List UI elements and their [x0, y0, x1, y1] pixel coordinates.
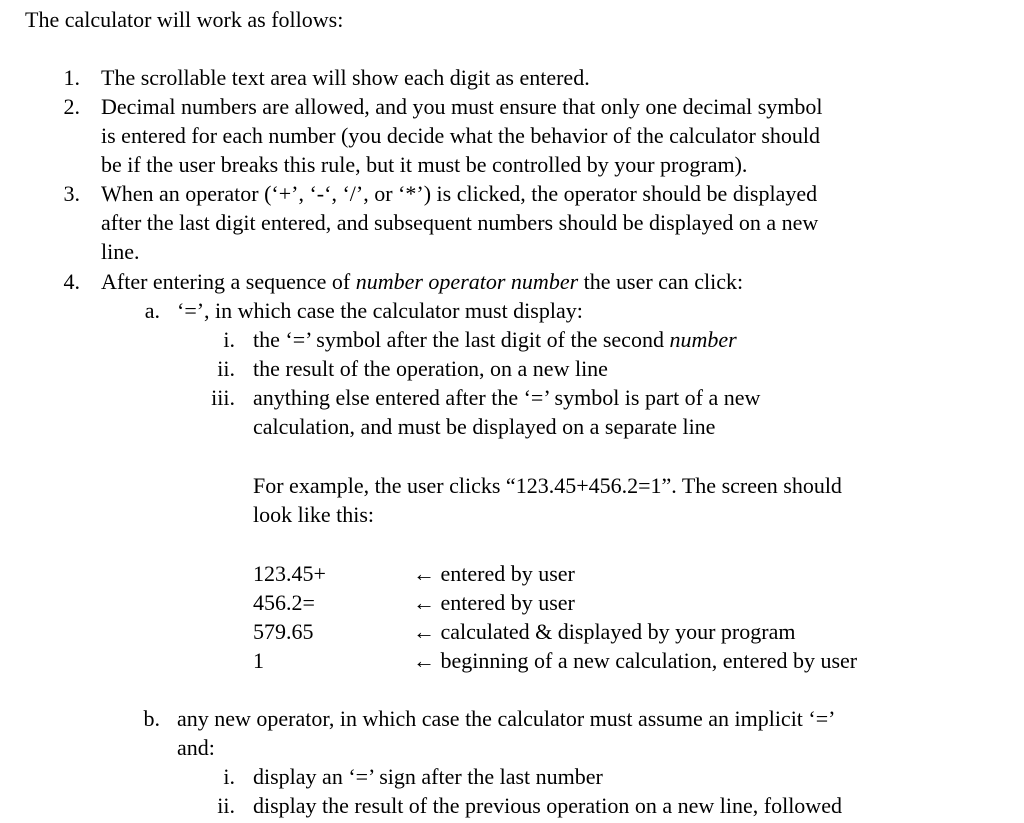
- example-value: 1: [253, 648, 264, 673]
- example-value: 123.45+: [253, 561, 326, 586]
- item-2-marker: 2.: [63, 94, 80, 119]
- item-4-line-1: [101, 269, 743, 295]
- example-note: [413, 648, 857, 674]
- item-4-text-post: the user can click:: [578, 269, 744, 294]
- sub-b-line-1: any new operator, in which case the calculator must assume an implicit ‘=’: [177, 706, 836, 731]
- sub-a-i-text: [253, 327, 737, 353]
- item-4-marker: 4.: [63, 269, 80, 294]
- example-note: [413, 561, 575, 587]
- sub-b-line-2: and:: [177, 735, 215, 760]
- item-3-line-2: after the last digit entered, and subsequent numbers should be displayed on a new: [101, 210, 819, 235]
- item-1-line-1: The scrollable text area will show each digit as entered.: [101, 65, 590, 90]
- sub-a-ii-text: the result of the operation, on a new line: [253, 356, 608, 381]
- sub-a-ii-marker: ii.: [217, 356, 235, 381]
- sub-a-i-text-pre: the ‘=’ symbol after the last digit of the second: [253, 327, 670, 352]
- example-line-1: For example, the user clicks “123.45+456.2=1”. The screen should: [253, 473, 842, 498]
- item-1-marker: 1.: [63, 65, 80, 90]
- example-value: 579.65: [253, 619, 314, 644]
- example-note: [413, 590, 575, 616]
- left-arrow-icon: ←: [413, 619, 435, 644]
- item-2-line-2: is entered for each number (you decide what the behavior of the calculator should: [101, 123, 820, 148]
- item-4-text-em: number operator number: [355, 269, 579, 294]
- sub-a-iii-line-2: calculation, and must be displayed on a separate line: [253, 414, 716, 439]
- sub-b-ii-marker: ii.: [217, 793, 235, 818]
- sub-b-i-text: display an ‘=’ sign after the last number: [253, 764, 603, 789]
- sub-b-i-marker: i.: [223, 764, 235, 789]
- example-note: [413, 619, 795, 645]
- item-3-line-3: line.: [101, 239, 140, 264]
- example-note-text: beginning of a new calculation, entered by user: [440, 648, 858, 673]
- item-4-text-pre: After entering a sequence of: [101, 269, 356, 294]
- left-arrow-icon: ←: [413, 561, 435, 586]
- item-2-line-1: Decimal numbers are allowed, and you must ensure that only one decimal symbol: [101, 94, 823, 119]
- left-arrow-icon: ←: [413, 648, 435, 673]
- example-line-2: look like this:: [253, 502, 374, 527]
- example-value: 456.2=: [253, 590, 315, 615]
- example-note-text: entered by user: [440, 590, 575, 615]
- item-3-line-1: When an operator (‘+’, ‘-‘, ‘/’, or ‘*’) is clicked, the operator should be displayed: [101, 181, 818, 206]
- sub-b-ii-text: display the result of the previous operation on a new line, followed: [253, 793, 842, 818]
- sub-b-marker: b.: [143, 706, 160, 731]
- sub-a-marker: a.: [144, 298, 160, 323]
- sub-a-iii-line-1: anything else entered after the ‘=’ symbol is part of a new: [253, 385, 761, 410]
- sub-a-i-marker: i.: [223, 327, 235, 352]
- item-3-marker: 3.: [63, 181, 80, 206]
- intro-text: The calculator will work as follows:: [25, 7, 344, 32]
- item-2-line-3: be if the user breaks this rule, but it must be controlled by your program).: [101, 152, 748, 177]
- example-note-text: calculated & displayed by your program: [440, 619, 796, 644]
- sub-a-i-text-em: number: [669, 327, 737, 352]
- sub-a-text: ‘=’, in which case the calculator must display:: [177, 298, 583, 323]
- left-arrow-icon: ←: [413, 590, 435, 615]
- example-note-text: entered by user: [440, 561, 575, 586]
- sub-a-iii-marker: iii.: [211, 385, 235, 410]
